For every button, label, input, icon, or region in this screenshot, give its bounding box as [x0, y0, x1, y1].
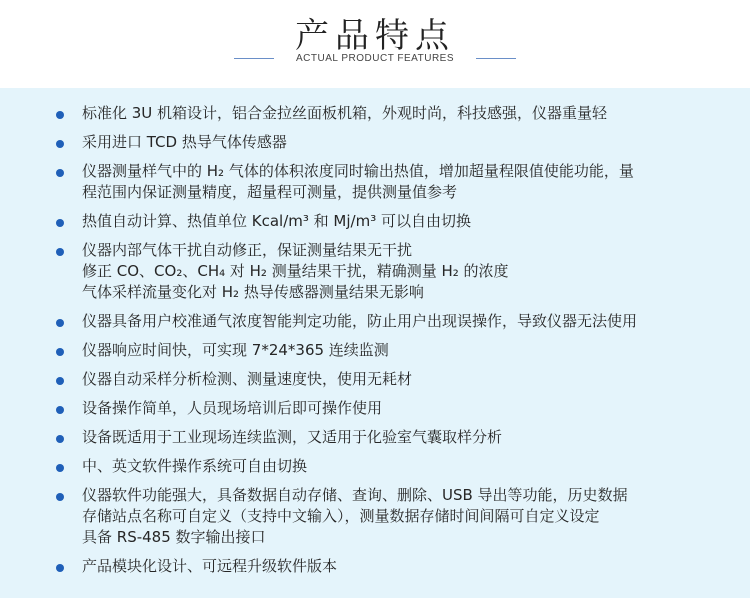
- bullet-dot-icon: [56, 493, 64, 501]
- feature-item: [56, 427, 736, 448]
- page-title: 产品特点: [295, 16, 455, 56]
- bullet-dot-icon: [56, 111, 64, 119]
- feature-line: 修正 CO、CO₂、CH₄ 对 H₂ 测量结果干扰，精确测量 H₂ 的浓度: [82, 262, 509, 280]
- feature-line: 仪器软件功能强大，具备数据自动存储、查询、删除、USB 导出等功能，历史数据: [82, 486, 628, 504]
- feature-line: 具备 RS-485 数字输出接口: [82, 528, 266, 546]
- bullet-dot-icon: [56, 564, 64, 572]
- features-panel: [0, 88, 750, 598]
- subtitle-row: [0, 53, 750, 64]
- bullet-dot-icon: [56, 406, 64, 414]
- page-subtitle: ACTUAL PRODUCT FEATURES: [296, 53, 454, 64]
- feature-item: [56, 103, 736, 124]
- feature-line: 仪器自动采样分析检测、测量速度快，使用无耗材: [82, 370, 413, 388]
- feature-item: [56, 311, 736, 332]
- feature-item: [56, 161, 736, 203]
- feature-line: 中、英文软件操作系统可自由切换: [82, 457, 308, 475]
- feature-list: [56, 103, 736, 585]
- feature-line: 气体采样流量变化对 H₂ 热导传感器测量结果无影响: [82, 283, 424, 301]
- bullet-dot-icon: [56, 348, 64, 356]
- feature-line: 程范围内保证测量精度，超量程可测量，提供测量值参考: [82, 183, 458, 201]
- feature-item: [56, 398, 736, 419]
- feature-item: [56, 340, 736, 361]
- feature-line: 仪器测量样气中的 H₂ 气体的体积浓度同时输出热值，增加超量程限值使能功能，量: [82, 162, 634, 180]
- feature-line: 标准化 3U 机箱设计，铝合金拉丝面板机箱，外观时尚，科技感强，仪器重量轻: [82, 104, 608, 122]
- bullet-dot-icon: [56, 248, 64, 256]
- feature-item: [56, 456, 736, 477]
- bullet-dot-icon: [56, 435, 64, 443]
- feature-item: [56, 369, 736, 390]
- feature-line: 存储站点名称可自定义（支持中文输入），测量数据存储时间间隔可自定义设定: [82, 507, 600, 525]
- bullet-dot-icon: [56, 219, 64, 227]
- feature-item: [56, 132, 736, 153]
- feature-line: 仪器具备用户校准通气浓度智能判定功能，防止用户出现误操作，导致仪器无法使用: [82, 312, 638, 330]
- feature-line: 仪器响应时间快，可实现 7*24*365 连续监测: [82, 341, 389, 359]
- page-header: [0, 0, 750, 88]
- feature-line: 仪器内部气体干扰自动修正，保证测量结果无干扰: [82, 241, 413, 259]
- feature-line: 设备既适用于工业现场连续监测，又适用于化验室气囊取样分析: [82, 428, 503, 446]
- bullet-dot-icon: [56, 140, 64, 148]
- feature-line: 热值自动计算、热值单位 Kcal/m³ 和 Mj/m³ 可以自由切换: [82, 212, 471, 230]
- feature-item: [56, 240, 736, 303]
- feature-line: 采用进口 TCD 热导气体传感器: [82, 133, 287, 151]
- subtitle-rule-left: [234, 58, 274, 59]
- bullet-dot-icon: [56, 377, 64, 385]
- feature-item: [56, 485, 736, 548]
- feature-line: 产品模块化设计、可远程升级软件版本: [82, 557, 338, 575]
- bullet-dot-icon: [56, 319, 64, 327]
- feature-item: [56, 211, 736, 232]
- bullet-dot-icon: [56, 169, 64, 177]
- bullet-dot-icon: [56, 464, 64, 472]
- subtitle-rule-right: [476, 58, 516, 59]
- feature-line: 设备操作简单，人员现场培训后即可操作使用: [82, 399, 383, 417]
- feature-item: [56, 556, 736, 577]
